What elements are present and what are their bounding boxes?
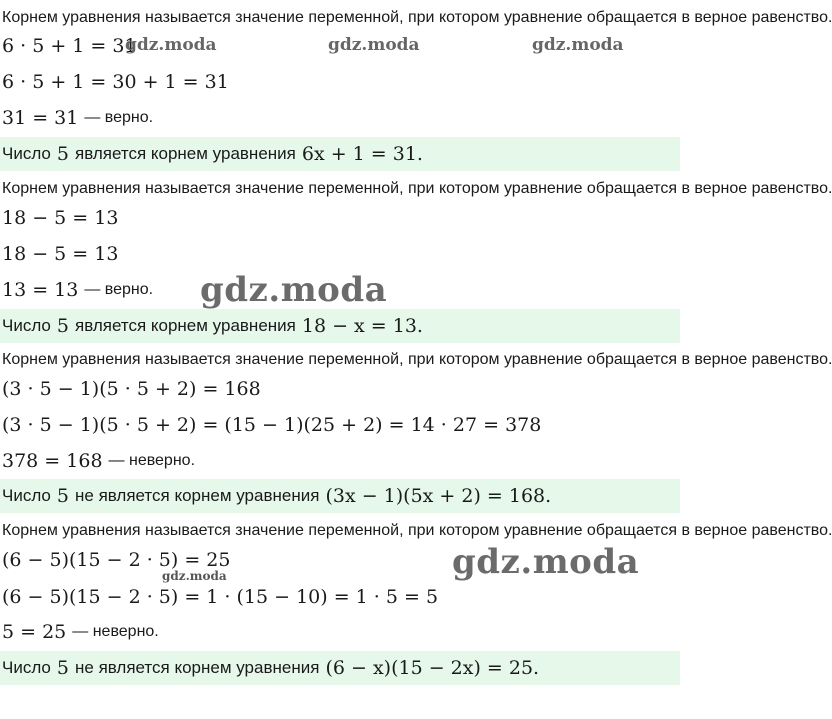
watermark-logo: gdz.moda [162, 569, 227, 583]
block-4-calculation: (6 − 5)(15 − 2 · 5) = 1 · (15 − 10) = 1 · 5 = 5 [2, 586, 439, 608]
block-1-substitution: 6 · 5 + 1 = 31 [2, 35, 137, 57]
block-3-calculation: (3 · 5 − 1)(5 · 5 + 2) = (15 − 1)(25 + 2) = 14 · 27 = 378 [2, 414, 542, 436]
block-3-substitution: (3 · 5 − 1)(5 · 5 + 2) = 168 [2, 378, 261, 400]
block-3-check: 378 = 168 — неверно. [2, 450, 196, 472]
block-2-check: 13 = 13 — верно. [2, 279, 154, 301]
watermark-logo: gdz.moda [452, 542, 640, 582]
block-4-conclusion: Число 5 не является корнем уравнения (6 − x)(15 − 2x) = 25. [0, 651, 680, 685]
block-1-calculation: 6 · 5 + 1 = 30 + 1 = 31 [2, 71, 229, 93]
watermark-logo: gdz.moda [532, 35, 624, 55]
watermark-logo: gdz.moda [328, 35, 420, 55]
block-2-calculation: 18 − 5 = 13 [2, 243, 119, 265]
block-4-check: 5 = 25 — неверно. [2, 621, 159, 643]
block-1-conclusion: Число 5 является корнем уравнения 6x + 1 = 31. [0, 137, 680, 171]
block-2-conclusion: Число 5 является корнем уравнения 18 − x = 13. [0, 309, 680, 343]
block-1-intro: Корнем уравнения называется значение переменной, при котором уравнение обращается в верное равенство. [2, 9, 832, 26]
block-4-substitution: (6 − 5)(15 − 2 · 5) = 25 [2, 549, 231, 571]
block-1-check: 31 = 31 — верно. [2, 107, 154, 129]
watermark-logo: gdz.moda [200, 270, 388, 310]
block-3-intro: Корнем уравнения называется значение переменной, при котором уравнение обращается в верное равенство. [2, 351, 832, 368]
block-2-substitution: 18 − 5 = 13 [2, 207, 119, 229]
block-4-intro: Корнем уравнения называется значение переменной, при котором уравнение обращается в верное равенство. [2, 522, 832, 539]
watermark-logo: gdz.moda [125, 35, 217, 55]
block-2-intro: Корнем уравнения называется значение переменной, при котором уравнение обращается в верное равенство. [2, 180, 832, 197]
block-3-conclusion: Число 5 не является корнем уравнения (3x − 1)(5x + 2) = 168. [0, 479, 680, 513]
